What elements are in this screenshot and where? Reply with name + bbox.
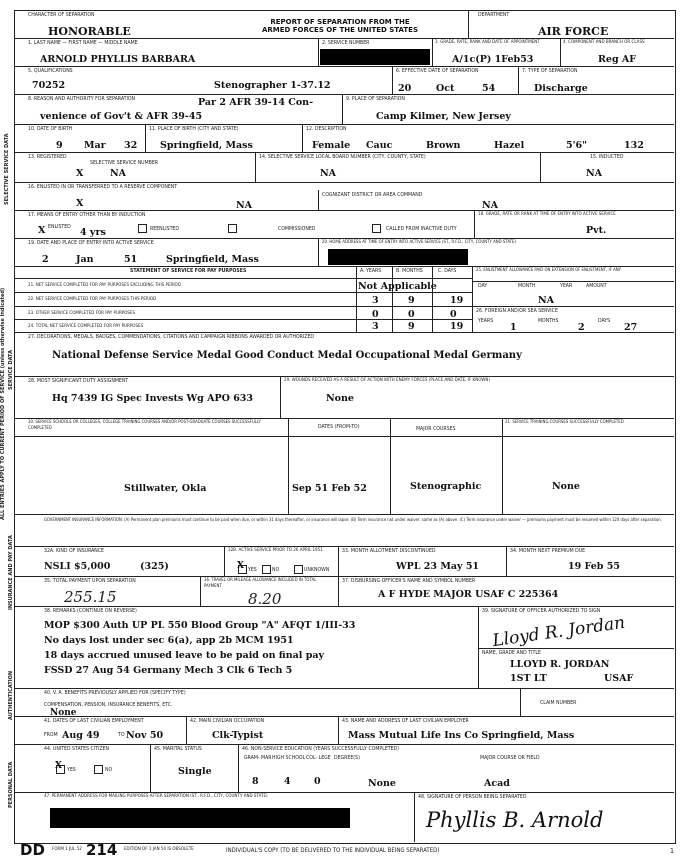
comp-value: None <box>50 708 77 718</box>
citizen-no-box <box>94 765 103 774</box>
enlisted-reserve-label: 16. ENLISTED IN OR TRANSFERRED TO A RESERVE COMPONENT <box>28 184 178 190</box>
courses-label: MAJOR COURSES <box>416 426 456 432</box>
decorations-value: National Defense Service Medal Good Conduct Medal Occupational Medal Germany <box>52 350 522 361</box>
education-label: 46. NON-SERVICE EDUCATION (YEARS SUCCESSFULLY COMPLETED) <box>242 746 399 752</box>
department-label: DEPARTMENT <box>478 12 510 18</box>
major-value: Acad <box>484 778 510 789</box>
this-period-days: 19 <box>450 295 464 306</box>
officer-signature-label: 39. SIGNATURE OF OFFICER AUTHORIZED TO SIGN <box>482 608 601 614</box>
inducted-value: NA <box>586 168 603 179</box>
eff-month: Oct <box>436 83 455 94</box>
enlisted-term: 4 yrs <box>80 227 106 238</box>
this-period-years: 3 <box>372 295 379 306</box>
marital-value: Single <box>178 766 212 777</box>
comp-label: COMPENSATION, PENSION, INSURANCE BENEFITS, ETC. <box>44 702 173 708</box>
race-value: Cauc <box>366 140 393 151</box>
allotment-label: 33. MONTH ALLOTMENT DISCONTINUED <box>342 548 436 554</box>
reenlisted-box <box>138 224 147 233</box>
reenlisted-label: REENLISTED <box>150 226 179 232</box>
foreign-label: 26. FOREIGN AND/OR SEA SERVICE <box>476 308 558 314</box>
total-label: 24. TOTAL NET SERVICE COMPLETED FOR PAY PURPOSES <box>28 324 144 329</box>
officer-name-label: NAME, GRADE AND TITLE <box>482 650 541 656</box>
cognizant-value: NA <box>482 200 499 211</box>
footer-edition: EDITION OF 1 JAN 50 IS OBSOLETE <box>124 847 194 852</box>
occupation-value: Clk-Typist <box>212 730 264 741</box>
remarks-line2: No days lost under sec 6(a), app 2b MCM 1951 <box>44 635 294 646</box>
grade-entry-label: 18. GRADE, RATE OR RANK AT TIME OF ENTRY INTO ACTIVE SERVICE <box>478 212 616 217</box>
total-years: 3 <box>372 321 379 332</box>
this-period-months: 9 <box>408 295 415 306</box>
total-months: 9 <box>408 321 415 332</box>
side-label-insurance: INSURANCE AND PAY DATA <box>8 535 14 610</box>
component-value: Reg AF <box>598 54 637 65</box>
footer-form-label: FORM 1 JUL 52 <box>52 847 82 852</box>
emp-to: Nov 50 <box>126 730 164 741</box>
college-value: 0 <box>314 776 321 787</box>
foreign-months: 2 <box>578 322 585 333</box>
remarks-line3: 18 days accrued unused leave to be paid on final pay <box>44 650 325 661</box>
person-signature: Phyllis B. Arnold <box>426 808 604 832</box>
eyes-value: Hazel <box>494 140 525 151</box>
foreign-days: 27 <box>624 322 638 333</box>
dob-year: 32 <box>124 140 138 151</box>
footer-page: 1 <box>670 847 675 855</box>
dob-day: 9 <box>56 140 63 151</box>
other-label: 23. OTHER SERVICE COMPLETED FOR PAY PURPOSES <box>28 311 136 316</box>
school-course: Stenographic <box>410 481 482 492</box>
name-value: ARNOLD PHYLLIS BARBARA <box>40 54 196 65</box>
specialty-number: 70252 <box>32 80 66 91</box>
school-dates: Sep 51 Feb 52 <box>292 483 367 494</box>
net-value: Not Applicable <box>358 281 437 292</box>
remarks-line1: MOP $300 Auth UP PL 550 Blood Group "A" AFQT 1/III-33 <box>44 620 356 631</box>
name-label: 1. LAST NAME — FIRST NAME — MIDDLE NAME <box>28 40 138 46</box>
months-label: B. MONTHS <box>396 268 423 274</box>
type-value: Discharge <box>534 83 588 94</box>
kind-label: 32A. KIND OF INSURANCE <box>44 548 105 554</box>
allotment-value: WPL 23 May 51 <box>396 561 480 572</box>
side-label-service: SERVICE DATA <box>8 350 14 390</box>
height-value: 5'6" <box>566 140 588 151</box>
emp-from: Aug 49 <box>62 730 100 741</box>
dob-label: 10. DATE OF BIRTH <box>28 126 73 132</box>
side-label-all-entries: ALL ENTRIES APPLY TO CURRENT PERIOD OF SERVICE (unless otherwise indicated) <box>0 287 6 520</box>
side-label-authentication: AUTHENTICATION <box>8 670 14 720</box>
service-number-label: 2. SERVICE NUMBER <box>322 40 370 46</box>
mailing-address-redacted <box>50 808 350 828</box>
remarks-line4: FSSD 27 Aug 54 Germany Mech 3 Clk 6 Tech 5 <box>44 665 293 676</box>
called-box <box>372 224 381 233</box>
entry-month: Jan <box>76 254 94 265</box>
other-years: 0 <box>372 309 379 320</box>
character-value: HONORABLE <box>48 25 131 38</box>
continued-check: X <box>237 561 244 571</box>
citizen-label: 44. UNITED STATES CITIZEN <box>44 746 109 752</box>
citizen-check: X <box>55 761 62 771</box>
employer-value: Mass Mutual Life Ins Co Springfield, Mass <box>348 730 575 741</box>
net-label: 21. NET SERVICE COMPLETED FOR PAY PURPOSES EXCLUDING THIS PERIOD <box>28 283 181 288</box>
place-label: 9. PLACE OF SEPARATION <box>346 96 405 102</box>
registered-no: X <box>76 168 84 179</box>
training-value: None <box>552 481 580 492</box>
assignment-label: 28. MOST SIGNIFICANT DUTY ASSIGNMENT <box>28 378 129 384</box>
commissioned-label: COMMISSIONED <box>278 226 316 232</box>
school-value: Stillwater, Okla <box>124 483 207 494</box>
ss-number-value: NA <box>110 168 127 179</box>
officer-name: LLOYD R. JORDAN <box>510 659 610 670</box>
employer-label: 43. NAME AND ADDRESS OF LAST CIVILIAN EMPLOYER <box>342 718 469 724</box>
inducted-label: 15. INDUCTED <box>590 154 624 160</box>
local-board-label: 14. SELECTIVE SERVICE LOCAL BOARD NUMBER (CITY, COUNTY, STATE) <box>259 154 426 160</box>
employment-dates-label: 41. DATES OF LAST CIVILIAN EMPLOYMENT <box>44 718 144 724</box>
commissioned-box <box>228 224 237 233</box>
other-months: 0 <box>408 309 415 320</box>
side-label-personal: PERSONAL DATA <box>8 761 14 808</box>
assignment-value: Hq 7439 IG Spec Invests Wg APO 633 <box>52 393 254 404</box>
reason-line1: Par 2 AFR 39-14 Con- <box>198 97 314 108</box>
civilian-occupation: Stenographer 1-37.12 <box>214 80 331 91</box>
component-label: 4. COMPONENT AND BRANCH OR CLASS <box>563 40 645 45</box>
no-label: NO <box>272 567 280 573</box>
marital-label: 45. MARITAL STATUS <box>154 746 202 752</box>
disbursing-label: 37. DISBURSING OFFICER'S NAME AND SYMBOL NUMBER <box>342 578 476 584</box>
high-school-value: 4 <box>284 776 291 787</box>
mailing-label: 47. PERMANENT ADDRESS FOR MAILING PURPOSES AFTER SEPARATION (ST., R.F.D., CITY, COUNTY AND STATE) <box>44 794 268 799</box>
entry-place: Springfield, Mass <box>166 254 259 265</box>
dd214-form: SELECTIVE SERVICE DATA ALL ENTRIES APPLY TO CURRENT PERIOD OF SERVICE (unless otherwise indicated) SERVICE DATA INSURANCE AND PAY DATA AUTHENTICATION PERSONAL DATA CHARACTER OF SEPARATION HONORABLE REPORT OF SEPARATION FROM THE ARMED FORCES OF THE UNITED STATES DEPARTMENT AIR FORCE 1. LAST NAME — FIRST NAME — MIDDLE NAME ARNOLD PHYLLIS BARBARA 2. SERVICE NUMBER 3. GRADE, RATE, RANK AND DATE OF APPOINTMENT A/1c(P) 1Feb53 4. COMPONENT AND BRANCH OR CLASS Reg AF 5. QUALIFICATIONS 70252 Stenographer 1-37.12 6. EFFECTIVE DATE OF SEPARATION 20 Oct 54 7. TYPE OF SEPARATION Discharge 8. REASON AND AUTHORITY FOR SEPARATION Par 2 AFR 39-14 Con- venience of Gov't & AFR 39-45 9. PLACE OF SEPARATION Camp Kilmer, New Jersey 10. DATE OF BIRTH 9 Mar 32 11. PLACE OF BIRTH (CITY AND STATE) Springfield, Mass 12. DESCRIPTION Female Cauc Brown Hazel 5'6" 132 13. REGISTERED SELECTIVE SERVICE NUMBER X NA 14. SELECTIVE SERVICE LOCAL BOARD NUMBER (CITY, COUNTY, STATE) NA 15. INDUCTED NA 16. ENLISTED IN OR TRANSFERRED TO A RESERVE COMPONENT X NA COGNIZANT DISTRICT OR AREA COMMAND NA 17. MEANS OF ENTRY OTHER THAN BY INDUCTION X ENLISTED 4 yrs REENLISTED COMMISSIONED CALLED FROM INACTIVE DUTY 18. GRADE, RATE OR RANK AT TIME OF ENTRY INTO ACTIVE SERVICE Pvt. 19. DATE AND PLACE OF ENTRY INTO ACTIVE SERVICE 2 Jan 51 Springfield, Mass 20. HOME ADDRESS AT TIME OF ENTRY INTO ACTIVE SERVICE (ST., R.F.D., CITY, COUNTY AND STATE) STATEMENT OF SERVICE FOR PAY PURPOSES A. YEARS B. MONTHS C. DAYS 21. NET SERVICE COMPLETED FOR PAY PURPOSES EXCLUDING THIS PERIOD Not Applicable 22. NET SERVICE COMPLETED FOR PAY PURPOSES THIS PERIOD 3 9 19 23. OTHER SERVICE COMPLETED FOR PAY PURPOSES 0 0 0 24. TOTAL NET SERVICE COMPLETED FOR PAY PURPOSES 3 9 19 25. ENLISTMENT ALLOWANCE PAID ON EXTENSION OF ENLISTMENT, IF ANY DAY MONTH YEAR AMOUNT NA 26. FOREIGN AND/OR SEA SERVICE YEARS MONTHS DAYS 1 2 27 27. DECORATIONS, MEDALS, BADGES, COMMENDATIONS, CITATIONS AND CAMPAIGN RIBBONS AWARDED OR AUTHORIZED National Defense Service Medal Good Conduct Medal Occupational Medal Germany 28. MOST SIGNIFICANT DUTY ASSIGNMENT Hq 7439 IG Spec Invests Wg APO 633 29. WOUNDS RECEIVED AS A RESULT OF ACTION WITH ENEMY FORCES (PLACE AND DATE, IF KNOWN) None 30. SERVICE SCHOOLS OR COLLEGES, COLLEGE TRAINING COURSES AND/OR POST-GRADUATE COURSES SUCCESSFULLY COMPLETED DATES (FROM-TO) MAJOR COURSES 31. SERVICE TRAINING COURSES SUCCESSFULLY COMPLETED Stillwater, Okla Sep 51 Feb 52 Stenographic None GOVERNMENT INSURANCE INFORMATION: (A) Permanent plan premiums must continue to be paid when due, or within 31 days thereafter, or insurance will lapse. (B) Term insurance not under waiver: same as (A) above. (C) Term insurance under waiver — premiums payment must be resumed within 120 days after separation. 32A. KIND OF INSURANCE NSLI $5,000 (325) 32B. ACTIVE SERVICE PRIOR TO 26 APRIL 1951 X YES NO UNKNOWN 33. MONTH ALLOTMENT DISCONTINUED WPL 23 May 51 34. MONTH NEXT PREMIUM DUE 19 Feb 55 35. TOTAL PAYMENT UPON SEPARATION 255.15 36. TRAVEL OR MILEAGE ALLOWANCE INCLUDED IN TOTAL PAYMENT 8.20 37. DISBURSING OFFICER'S NAME AND SYMBOL NUMBER A F HYDE MAJOR USAF C 225364 38. REMARKS (CONTINUE ON REVERSE) MOP $300 Auth UP PL 550 Blood Group "A" AFQT 1/III-33 No days lost under sec 6(a), app 2b MCM 1951 18 days accrued unused leave to be paid on final pay FSSD 27 Aug 54 Germany Mech 3 Clk 6 Tech 5 39. SIGNATURE OF OFFICER AUTHORIZED TO SIGN Lloyd R. Jordan NAME, GRADE AND TITLE LLOYD R. JORDAN 1ST LT USAF 40. V. A. BENEFITS PREVIOUSLY APPLIED FOR (SPECIFY TYPE) COMPENSATION, PENSION, INSURANCE BENEFITS, ETC. None CLAIM NUMBER 41. DATES OF LAST CIVILIAN EMPLOYMENT FROM Aug 49 TO Nov 50 42. MAIN CIVILIAN OCCUPATION Clk-Typist 43. NAME AND ADDRESS OF LAST CIVILIAN EMPLOYER Mass Mutual Life Ins Co Springfield, Mass 44. UNITED STATES CITIZEN X YES NO 45. MARITAL STATUS Single 46. NON-SERVICE EDUCATION (YEARS SUCCESSFULLY COMPLETED) GRAM- MAR HIGH SCHOOL COL- LEGE DEGREE(S) MAJOR COURSE OR FIELD 8 4 0 None Acad 47. PERMANENT ADDRESS FOR MAILING PURPOSES AFTER SEPARATION (ST., R.F.D., CITY, COUNTY AND STATE) 48. SIGNATURE OF PERSON BEING SEPARATED Phyllis B. Arnold DD FORM 1 JUL 52 214 EDITION OF 1 JAN 50 IS OBSOLETE INDIVIDUAL'S COPY (TO BE DELIVERED TO THE INDIVIDUAL BEING SEPARATED) 1 <box>0 12 675 859</box>
eff-year: 54 <box>482 83 496 94</box>
weight-value: 132 <box>624 140 644 151</box>
years-label: A. YEARS <box>360 268 382 274</box>
entry-year: 51 <box>124 254 138 265</box>
footer-copy: INDIVIDUAL'S COPY (TO BE DELIVERED TO THE INDIVIDUAL BEING SEPARATED) <box>226 847 440 854</box>
no-box <box>262 565 271 574</box>
type-label: 7. TYPE OF SEPARATION <box>522 68 578 74</box>
grade-entry-value: Pvt. <box>586 225 607 236</box>
total-payment-value: 255.15 <box>64 588 117 606</box>
insurance-amount: (325) <box>140 561 169 572</box>
total-days: 19 <box>450 321 464 332</box>
unknown-label: UNKNOWN <box>304 567 330 573</box>
character-label: CHARACTER OF SEPARATION <box>28 12 95 18</box>
statement-label: STATEMENT OF SERVICE FOR PAY PURPOSES <box>130 268 247 274</box>
service-number-redacted <box>320 49 430 65</box>
qualifications-label: 5. QUALIFICATIONS <box>28 68 73 74</box>
occupation-label: 42. MAIN CIVILIAN OCCUPATION <box>190 718 265 724</box>
reserve-no: X <box>76 198 84 209</box>
report-title: REPORT OF SEPARATION FROM THE ARMED FORCES OF THE UNITED STATES <box>261 18 419 34</box>
unknown-box <box>294 565 303 574</box>
claim-label: CLAIM NUMBER <box>540 700 577 706</box>
grammar-value: 8 <box>252 776 259 787</box>
sex-value: Female <box>312 140 351 151</box>
reserve-component: NA <box>236 200 253 211</box>
allowance-label: 25. ENLISTMENT ALLOWANCE PAID ON EXTENSION OF ENLISTMENT, IF ANY <box>476 268 621 273</box>
grade-label: 3. GRADE, RATE, RANK AND DATE OF APPOINTMENT <box>435 40 540 45</box>
officer-branch: USAF <box>604 673 634 684</box>
footer-form-number: 214 <box>86 841 118 859</box>
description-label: 12. DESCRIPTION <box>306 126 347 132</box>
wounds-label: 29. WOUNDS RECEIVED AS A RESULT OF ACTION WITH ENEMY FORCES (PLACE AND DATE, IF KNOWN) <box>284 378 491 383</box>
kind-value: NSLI $5,000 <box>44 561 111 572</box>
degrees-value: None <box>368 778 396 789</box>
dob-month: Mar <box>84 140 106 151</box>
eff-day: 20 <box>398 83 412 94</box>
effective-date-label: 6. EFFECTIVE DATE OF SEPARATION <box>396 68 479 74</box>
reason-label: 8. REASON AND AUTHORITY FOR SEPARATION <box>28 96 135 102</box>
yes-label: YES <box>248 567 257 573</box>
place-value: Camp Kilmer, New Jersey <box>376 111 511 122</box>
pob-value: Springfield, Mass <box>160 140 253 151</box>
total-payment-label: 35. TOTAL PAYMENT UPON SEPARATION <box>44 578 136 584</box>
person-signature-label: 48. SIGNATURE OF PERSON BEING SEPARATED <box>418 794 527 800</box>
means-label: 17. MEANS OF ENTRY OTHER THAN BY INDUCTION <box>28 212 146 218</box>
this-period-label: 22. NET SERVICE COMPLETED FOR PAY PURPOSES THIS PERIOD <box>28 297 157 302</box>
home-address-label: 20. HOME ADDRESS AT TIME OF ENTRY INTO ACTIVE SERVICE (ST., R.F.D., CITY, COUNTY AND STATE) <box>322 240 516 245</box>
entry-day: 2 <box>42 254 49 265</box>
schools-label: 30. SERVICE SCHOOLS OR COLLEGES, COLLEGE TRAINING COURSES AND/OR POST-GRADUATE COURSES SUCCESSFULLY COMPLETED <box>28 420 261 431</box>
decorations-label: 27. DECORATIONS, MEDALS, BADGES, COMMENDATIONS, CITATIONS AND CAMPAIGN RIBBONS AWARDED OR AUTHORIZED <box>28 334 315 340</box>
cognizant-label: COGNIZANT DISTRICT OR AREA COMMAND <box>322 192 423 198</box>
footer-dd: DD <box>20 841 45 859</box>
dates-label: DATES (FROM-TO) <box>318 424 360 430</box>
wounds-value: None <box>326 393 354 404</box>
called-label: CALLED FROM INACTIVE DUTY <box>386 226 457 232</box>
next-premium-label: 34. MONTH NEXT PREMIUM DUE <box>510 548 586 554</box>
officer-signature: Lloyd R. Jordan <box>491 612 627 652</box>
next-premium-value: 19 Feb 55 <box>568 561 620 572</box>
travel-label: 36. TRAVEL OR MILEAGE ALLOWANCE INCLUDED IN TOTAL PAYMENT <box>204 578 317 589</box>
grade-value: A/1c(P) 1Feb53 <box>452 54 534 65</box>
days-label: C. DAYS <box>438 268 457 274</box>
allowance-value: NA <box>538 295 555 306</box>
insurance-notice: GOVERNMENT INSURANCE INFORMATION: (A) Permanent plan premiums must continue to be paid when due, or within 31 days thereafter, or insurance will lapse. (B) Term insurance not under waiver: same as (A) above. (C) Term insurance under waiver — premiums payment must be resumed within 120 days after separation. <box>44 517 662 522</box>
travel-value: 8.20 <box>248 590 282 608</box>
va-label: 40. V. A. BENEFITS PREVIOUSLY APPLIED FOR (SPECIFY TYPE) <box>44 690 186 696</box>
continued-label: 32B. ACTIVE SERVICE PRIOR TO 26 APRIL 1951 <box>228 548 323 553</box>
department-value: AIR FORCE <box>538 25 609 38</box>
foreign-years: 1 <box>510 322 517 333</box>
other-days: 0 <box>450 309 457 320</box>
training-label: 31. SERVICE TRAINING COURSES SUCCESSFULLY COMPLETED <box>505 420 624 425</box>
home-address-redacted <box>328 249 468 265</box>
pob-label: 11. PLACE OF BIRTH (CITY AND STATE) <box>149 126 239 132</box>
reason-line2: venience of Gov't & AFR 39-45 <box>40 111 203 122</box>
entry-label: 19. DATE AND PLACE OF ENTRY INTO ACTIVE SERVICE <box>28 240 154 246</box>
side-label-selective: SELECTIVE SERVICE DATA <box>4 133 10 205</box>
officer-grade: 1ST LT <box>510 673 547 684</box>
remarks-label: 38. REMARKS (CONTINUE ON REVERSE) <box>44 608 137 614</box>
registered-label: 13. REGISTERED <box>28 154 67 160</box>
local-board-value: NA <box>320 168 337 179</box>
hair-value: Brown <box>426 140 461 151</box>
disbursing-value: A F HYDE MAJOR USAF C 225364 <box>378 589 559 600</box>
enlisted-check: X <box>38 225 46 236</box>
ss-number-label: SELECTIVE SERVICE NUMBER <box>90 160 159 166</box>
